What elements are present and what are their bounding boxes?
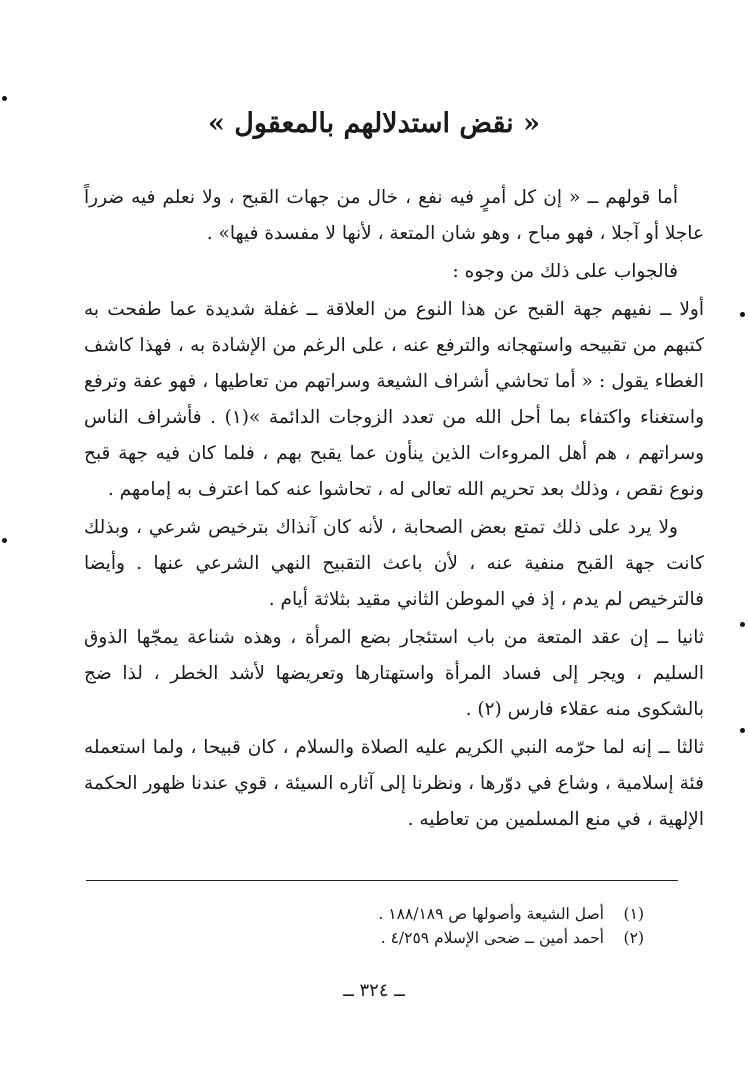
page-title: « نقض استدلالهم بالمعقول » xyxy=(208,108,540,139)
margin-mark xyxy=(740,728,745,733)
footnote-number: (٢) xyxy=(623,929,644,947)
paragraph: أولا ــ نفيهم جهة القبح عن هذا النوع من العلاقة ــ غفلة شديدة عما طفحت به كتبهم من تقبيحه واستهجانه والترفع عنه ، على الرغم من الإشادة به ، فهذا كاشف الغطاء يقول : « أما تحاشي أشراف الشيعة وسراتهم من تعاطيها ، فهو عفة وترفع واستغناء واكتفاء بما أحل الله من تعدد الزوجات الدائمة »(١) . فأشراف الناس وسراتهم ، هم أهل المروءات الذين ينأون عما يقبح بهم ، فلما كان فيه جهة قبح ونوع نقص ، وذلك بعد تحريم الله تعالى له ، تحاشوا عنه كما اعترف به إمامهم . xyxy=(84,299,704,500)
footnotes xyxy=(84,902,644,950)
page-number: ــ ٣٢٤ ــ xyxy=(343,980,405,1001)
footnote-divider xyxy=(86,880,678,881)
paragraph: ثانيا ــ إن عقد المتعة من باب استئجار بضع المرأة ، وهذه شناعة يمجّها الذوق السليم ، ويجر إلى فساد المرأة واستهتارها وتعريضها لأشد الخطر ، لذا ضج بالشكوى منه عقلاء فارس (٢) . xyxy=(84,627,704,720)
margin-mark xyxy=(740,312,745,317)
footnote-number: (١) xyxy=(623,905,644,923)
footnote-text: أصل الشيعة وأصولها ص ١٨٨/١٨٩ . xyxy=(378,905,604,923)
margin-mark xyxy=(2,96,7,101)
margin-mark xyxy=(2,538,7,543)
paragraph: ولا يرد على ذلك تمتع بعض الصحابة ، لأنه كان آنذاك بترخيص شرعي ، وبذلك كانت جهة القبح منفية عنه ، لأن باعث التقبيح النهي الشرعي عنها . وأيضا فالترخيص لم يدم ، إذ في الموطن الثاني مقيد بثلاثة أيام . xyxy=(84,517,704,610)
footnote-text: أحمد أمين ــ ضحى الإسلام ٤/٢٥٩ . xyxy=(380,929,604,947)
body-text xyxy=(84,180,704,840)
paragraph: فالجواب على ذلك من وجوه : xyxy=(452,261,678,282)
margin-mark xyxy=(740,622,745,627)
footnote xyxy=(84,926,644,950)
paragraph: أما قولهم ــ « إن كل أمرٍ فيه نفع ، خال من جهات القبح ، ولا نعلم فيه ضرراً عاجلا أو آجلا ، فهو مباح ، وهو شان المتعة ، لأنها لا مفسدة فيها» . xyxy=(84,187,704,244)
footnote xyxy=(84,902,644,926)
paragraph: ثالثا ــ إنه لما حرّمه النبي الكريم عليه الصلاة والسلام ، كان قبيحا ، ولما استعمله فئة إسلامية ، وشاع في دوّرها ، ونظرنا إلى آثاره السيئة ، قوي عندنا ظهور الحكمة الإلهية ، في منع المسلمين من تعاطيه . xyxy=(84,737,704,830)
